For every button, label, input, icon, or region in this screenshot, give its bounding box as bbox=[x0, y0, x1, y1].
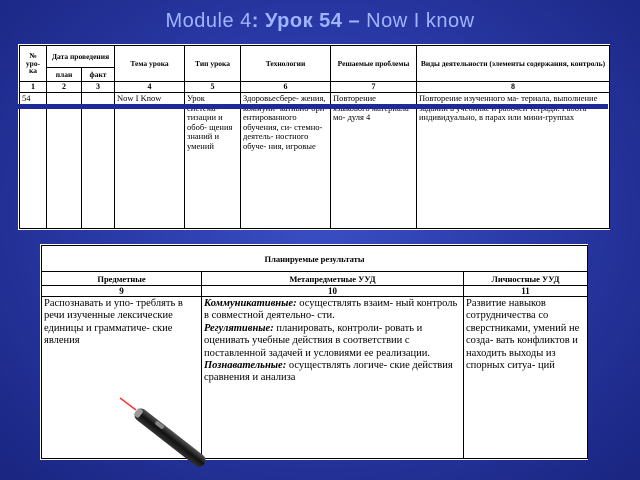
cell-plan bbox=[47, 93, 82, 229]
cell-subject-results: Распознавать и упо- треблять в речи изученные лексические единицы и грамматиче- ские явления bbox=[42, 297, 202, 459]
col-number: 4 bbox=[115, 82, 185, 93]
col-number: 6 bbox=[241, 82, 331, 93]
cell-problems: Повторение мо- дуля 4 bbox=[331, 93, 417, 229]
cell-fact bbox=[82, 93, 115, 229]
regulative-label: Регулятивные: bbox=[204, 322, 274, 334]
cognitive-text: осуществлять логиче- ские действия сравнения и анализа bbox=[204, 359, 453, 384]
col-number: 1 bbox=[20, 82, 47, 93]
divider-bar bbox=[18, 104, 608, 109]
title-module: Module 4 bbox=[165, 10, 252, 32]
header-subject: Предметные bbox=[42, 272, 202, 286]
col-number: 11 bbox=[464, 286, 588, 297]
col-number: 2 bbox=[47, 82, 82, 93]
laser-pointer-icon bbox=[118, 396, 228, 476]
header-lesson-number: № уро- ка bbox=[20, 46, 47, 82]
title-topic: Now I know bbox=[366, 10, 475, 32]
col-number: 5 bbox=[185, 82, 241, 93]
col-number: 9 bbox=[42, 286, 202, 297]
results-header: Планируемые результаты bbox=[42, 246, 588, 272]
title-lesson: : Урок 54 bbox=[251, 10, 343, 32]
cell-lesson-type: Урок тизации и обоб- щения знаний и умений bbox=[185, 93, 241, 229]
header-personal: Личностные УУД bbox=[464, 272, 588, 286]
col-number: 10 bbox=[202, 286, 464, 297]
cell-metasubject-results bbox=[202, 297, 464, 459]
cell-lesson-number: 54 bbox=[20, 93, 47, 229]
cell-topic: Now I Know bbox=[115, 93, 185, 229]
title-dash: – bbox=[342, 10, 367, 32]
lesson-plan-table bbox=[18, 44, 610, 230]
header-activities: Виды деятельности (элементы содержания, контроль) bbox=[417, 46, 610, 82]
slide-title bbox=[0, 10, 640, 33]
header-date: Дата проведения bbox=[47, 46, 115, 68]
communicative-label: Коммуникативные: bbox=[204, 298, 297, 309]
col-number: 3 bbox=[82, 82, 115, 93]
header-metasubject: Метапредметные УУД bbox=[202, 272, 464, 286]
header-fact: факт bbox=[82, 68, 115, 82]
cell-personal-results: Развитие навыков сотрудничества со сверстниками, умений не созда- вать конфликтов и находить выходы из спорных ситуа- ций bbox=[464, 297, 588, 459]
header-plan: план bbox=[47, 68, 82, 82]
header-lesson-type: Тип урока bbox=[185, 46, 241, 82]
cognitive-label: Познавательные: bbox=[204, 359, 287, 371]
cell-technologies: Здоровьесбере- жения, ентированного обучения, си- стемно-деятель- ностного обуче- ния, игровые bbox=[241, 93, 331, 229]
communicative-text: осуществлять взаим- ный контроль в совместной деятельно- сти. bbox=[204, 298, 458, 322]
regulative-text: планировать, контроли- ровать и оценивать учебные действия в соответствии с поставленной задачей и условиями ее реализации. bbox=[204, 322, 431, 359]
col-number: 7 bbox=[331, 82, 417, 93]
header-topic: Тема урока bbox=[115, 46, 185, 82]
col-number: 8 bbox=[417, 82, 610, 93]
header-technologies: Технологии bbox=[241, 46, 331, 82]
cell-activities: Повторение изученного ма- териала, выполнение индивидуально, в парах или мини-группах bbox=[417, 93, 610, 229]
header-problems: Решаемые проблемы bbox=[331, 46, 417, 82]
